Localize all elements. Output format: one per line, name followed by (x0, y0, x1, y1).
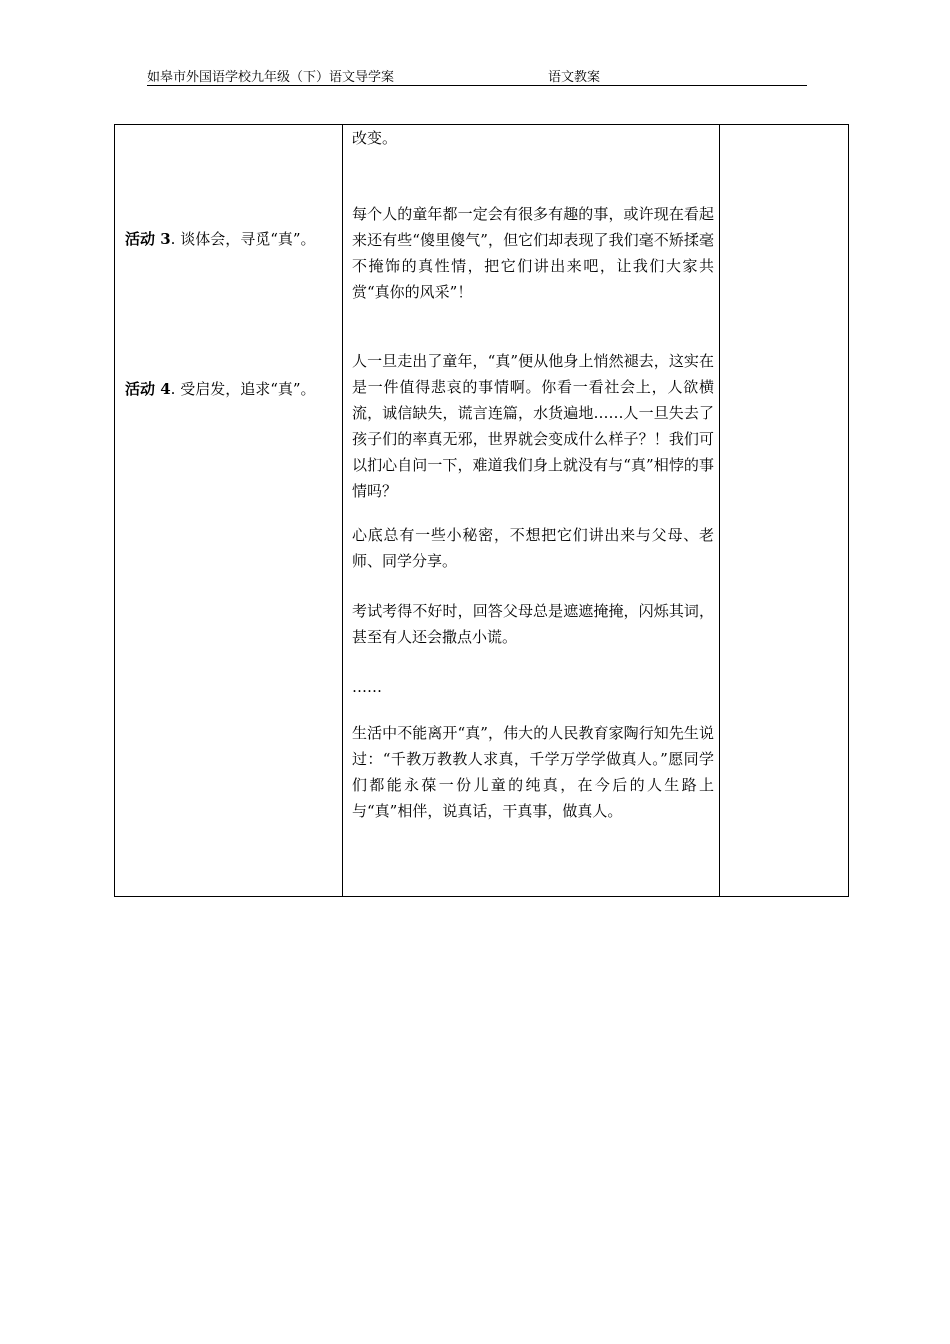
paragraph-lost-truth: 人一旦走出了童年，“真”便从他身上悄然褪去，这实在是一件值得悲哀的事情啊。你看一看社会上，人欲横流，诚信缺失，谎言连篇，水货遍地……人一旦失去了孩子们的率真无邪，世界就会变成什么样子？！我们可以扪心自问一下，难道我们身上就没有与“真”相悖的事情吗？ (352, 352, 714, 500)
paragraph-exam-lies: 考试考得不好时，回答父母总是遮遮掩掩，闪烁其词，甚至有人还会撒点小谎。 (352, 602, 714, 646)
activity-4-text: . 受启发，追求“真”。 (170, 380, 316, 398)
paragraph-conclusion: 生活中不能离开“真”，伟大的人民教育家陶行知先生说过：“千教万教教人求真，千学万学学做真人。”愿同学们都能永葆一份儿童的纯真，在今后的人生路上与“真”相伴，说真话，干真事，做真人。 (352, 724, 714, 820)
paragraph-continuation: 改变。 (352, 129, 398, 147)
column-divider-2 (719, 125, 720, 896)
column-divider-1 (342, 125, 343, 896)
header-school-title: 如皋市外国语学校九年级（下）语文导学案 (147, 70, 395, 85)
header-subject-title: 语文教案 (548, 70, 601, 85)
activity-4-label: 活动 4 (125, 380, 171, 398)
page-header (147, 66, 807, 86)
activity-3-text: . 谈体会，寻觅“真”。 (170, 230, 316, 248)
activity-3-label: 活动 3 (125, 230, 171, 248)
paragraph-secrets: 心底总有一些小秘密，不想把它们讲出来与父母、老师、同学分享。 (352, 526, 714, 570)
lesson-table (114, 124, 849, 897)
activity-4 (125, 378, 316, 399)
paragraph-ellipsis: …… (352, 678, 382, 696)
activity-3 (125, 228, 316, 249)
paragraph-childhood-stories: 每个人的童年都一定会有很多有趣的事，或许现在看起来还有些“傻里傻气”，但它们却表现了我们毫不矫揉毫不掩饰的真性情，把它们讲出来吧，让我们大家共赏“真你的风采”！ (352, 205, 714, 301)
